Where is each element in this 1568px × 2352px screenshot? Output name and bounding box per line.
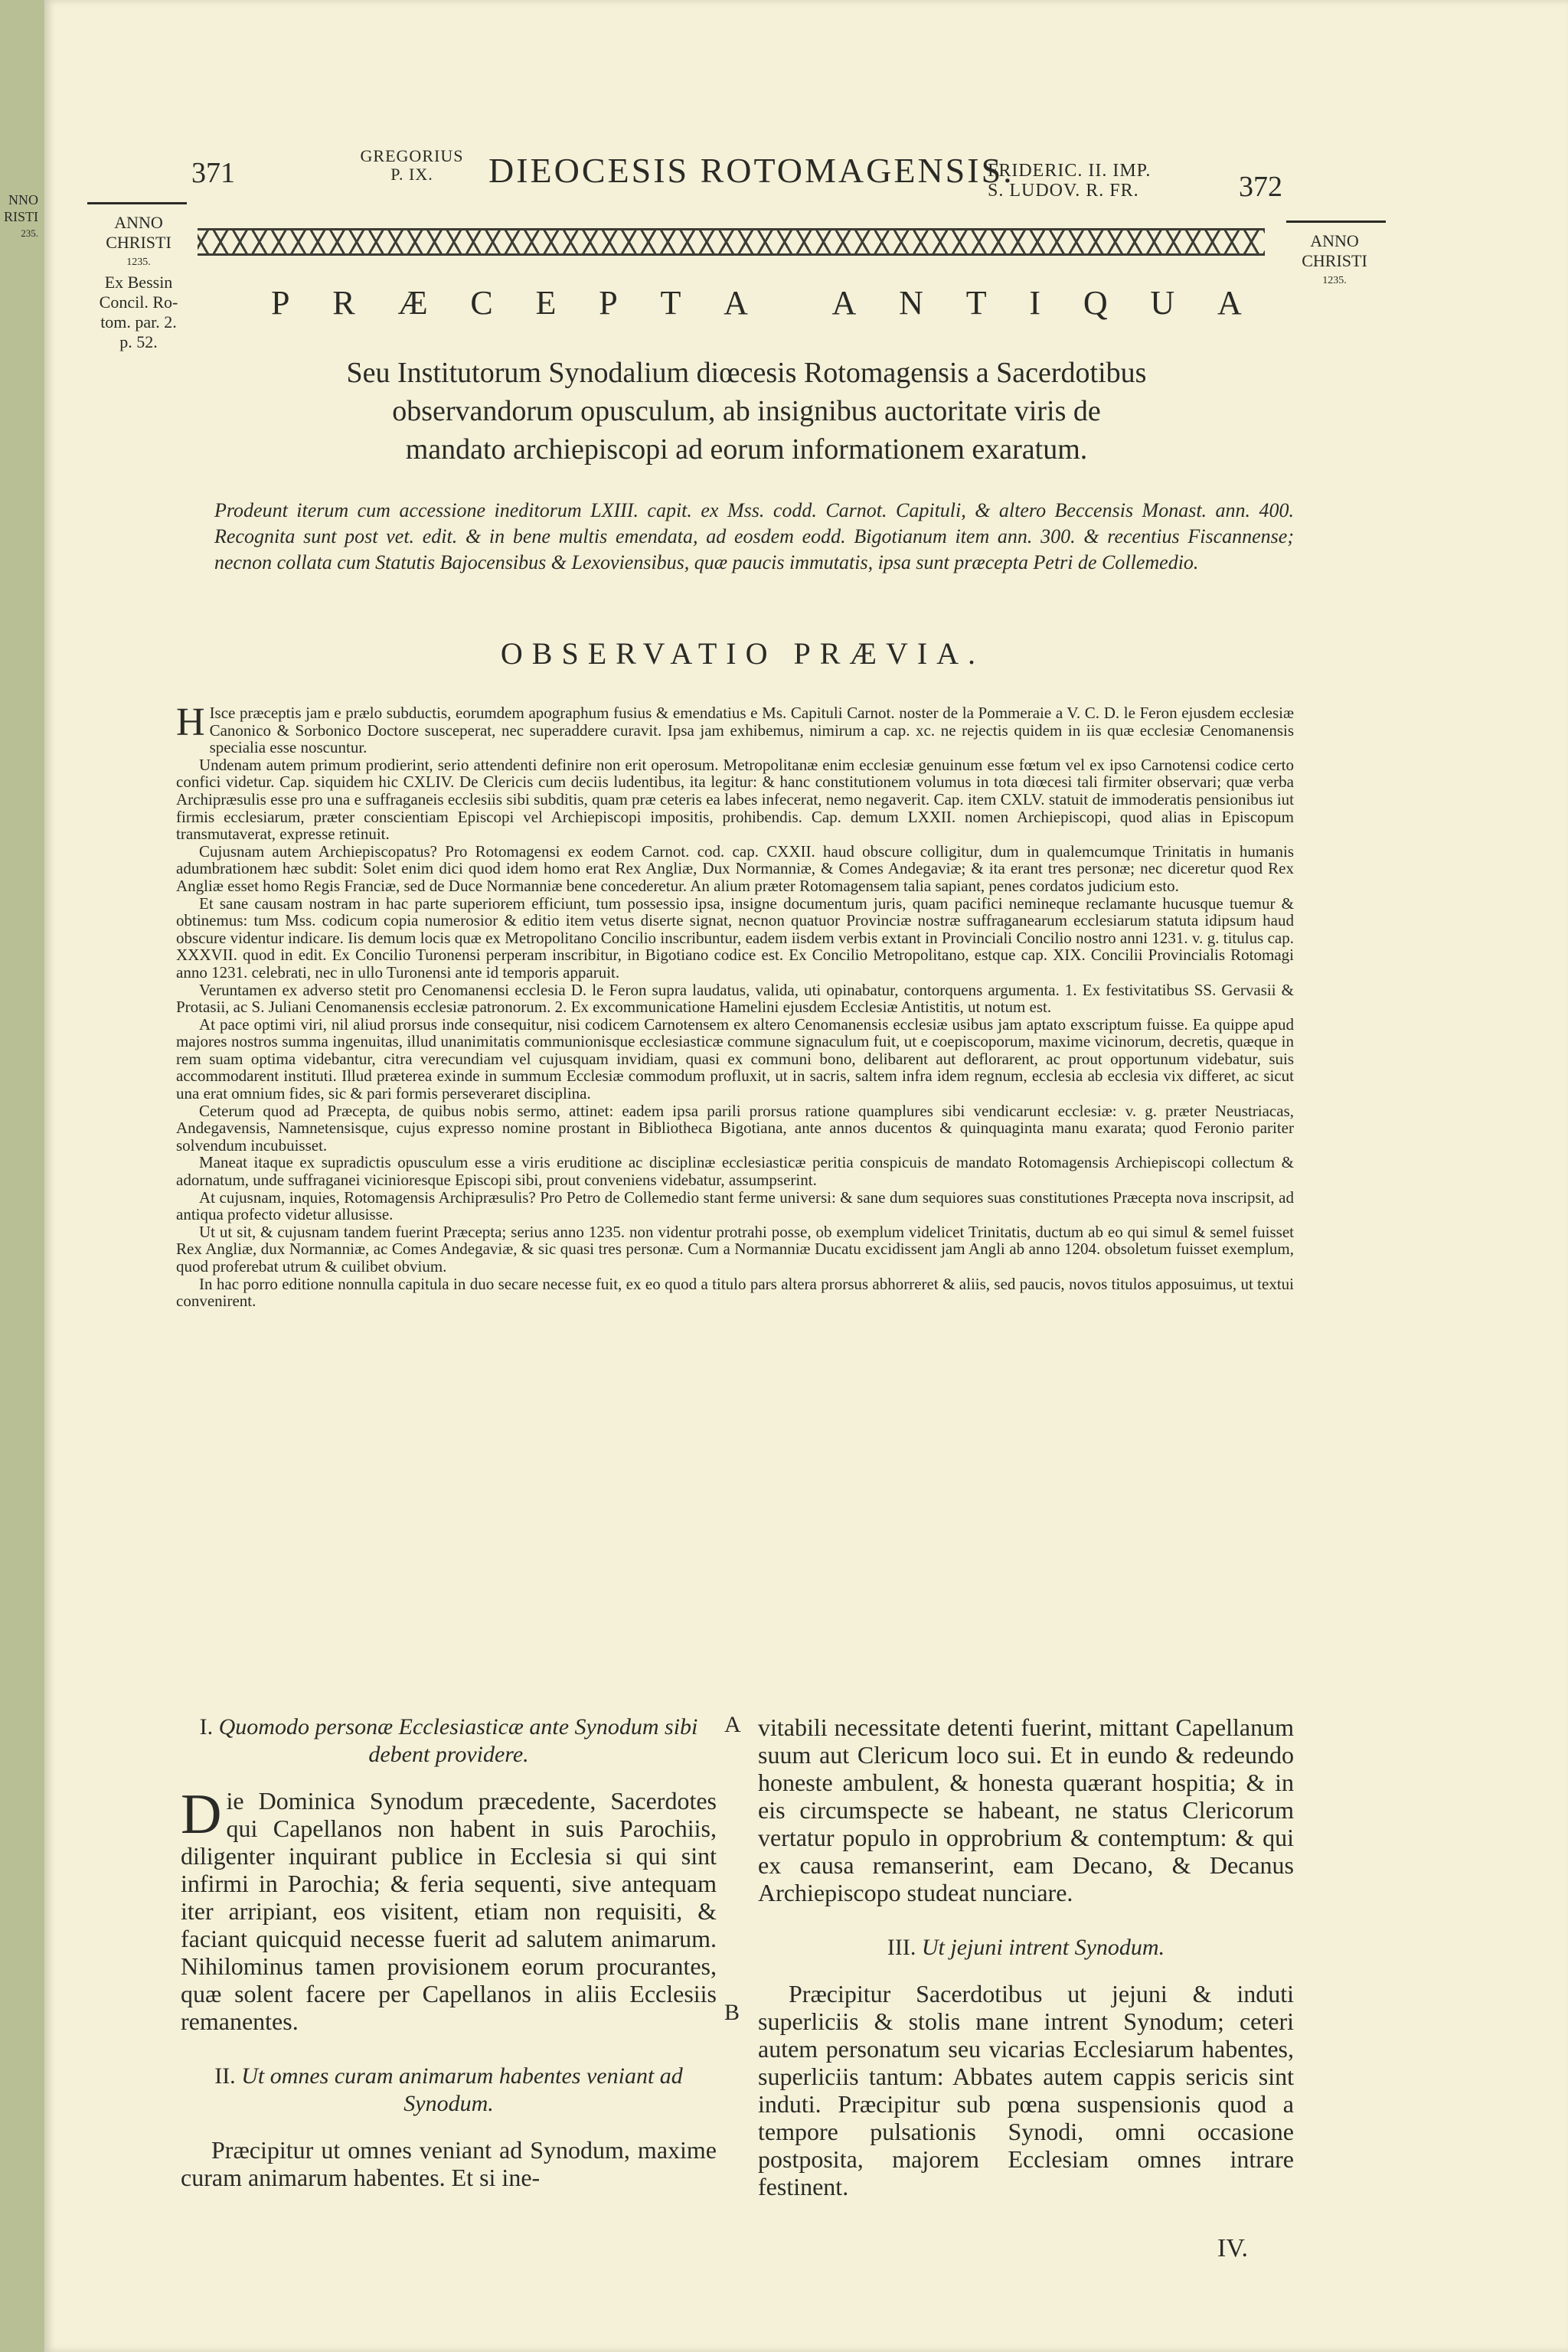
title-letter: U — [1150, 284, 1177, 322]
continued-text: vitabili necessitate detenti fuerint, mittant Capellanum suum aut Clericum loco sui. Et in eundo & redeundo honeste ambulent, & honesta quærant hospitia; & in eis circumspecte se habeant, ne status Clericorum vertatur populo in opprobrium & contemptum: & qui ex causa remanserint, eam Decano, & Decanus Archiepiscopo studeat nunciare. — [758, 1713, 1294, 1906]
edition-note: Prodeunt iterum cum accessione ineditorum LXIII. capit. ex Mss. codd. Carnot. Capituli, & altero Beccensis Monast. ann. 400. Recognita sunt post vet. edit. & in bene multis emendata, ad eosdem eodd. Bigotianum item ann. 300. & recentius Fiscannense; necnon collata cum Statutis Bajocensibus & Lexoviensibus, quæ paucis immutatis, ipsa sunt præcepta Petri de Collemedio. — [214, 499, 1294, 573]
christi-label: CHRISTI — [106, 233, 172, 252]
paragraph: Ceterum quod ad Præcepta, de quibus nobis sermo, attinet: eadem ipsa parili prorsus ratione quamplures sibi vendicarunt ecclesiæ: v. g. præter Neustriacas, Andegavensis, Namnetensisque, cujus expresso nomine prostant in Bibliotheca Bigotiana, ante annos ducentos & quinquaginta manu exarata; quod Feronio pariter solvendum incubuisset. — [176, 1101, 1294, 1155]
margin-note-right — [1277, 231, 1392, 291]
title-letter: R — [332, 284, 357, 322]
margin-rule-right — [1286, 220, 1386, 223]
paragraph-text: Isce præceptis jam e prælo subductis, eorumdem apographum fusius & emendatius e Ms. Capituli Carnot. noster de la Pommeraie a V. C. D. le Feron ejusdem ecclesiæ Canonico & Sorbonico Doctore susceperat, nec superaddere curavit. Ipsa jam exhibemus, nimirum a cap. xc. ne rejectis quidem in iis quæ ecclesiæ Cenomanensis specialia esse noscuntur. — [209, 704, 1294, 757]
page-number-right: 372 — [1239, 171, 1282, 203]
title-letter: P — [271, 284, 292, 322]
section-number: III. — [887, 1935, 916, 1960]
running-title: DIEOCESIS ROTOMAGENSIS. — [488, 151, 1014, 190]
section-number: I. — [199, 1714, 214, 1740]
ornamental-border — [198, 228, 1265, 256]
paragraph: Et sane causam nostram in hac parte superiorem efficiunt, tum possessio ipsa, insigne documentum juris, quam pacifici nemineque reclamante hucusque tuemur & obtinemus: tum Mss. codicum copia numerosior & editio item vetus diserte signat, necnon quatuor Provinciæ nostræ suffraganearum ecclesiarum statuta idipsum haud obscure videntur indicare. Iis demum locis quæ ex Metropolitano Concilio inscribuntur, eadem iisdem verbis extant in Provinciali Concilio nostro anni 1231. v. g. titulus cap. XXXVII. quod in edit. Ex Concilio Turonensi perperam inscribitur, in Bigotiano codice est. Ex Concilio Metropolitano, estque cap. XIX. Concilii Provincialis Rotomagi anno 1231. celebrati, nec in ullo Turonensi ante id temporis apparuit. — [176, 893, 1294, 982]
document-subtitle — [222, 354, 1271, 469]
subtitle-line: observandorum opusculum, ab insignibus auctoritate viris de — [392, 395, 1101, 427]
title-letter: A — [1217, 284, 1243, 322]
document-title — [271, 283, 1243, 322]
year-label: 1235. — [126, 256, 151, 268]
section-title: Ut omnes curam animarum habentes veniant ad Synodum. — [241, 2063, 683, 2116]
column-marker-a: A — [724, 1712, 741, 1737]
section-title: Quomodo personæ Ecclesiasticæ ante Synodum sibi debent providere. — [218, 1714, 698, 1767]
source-line: Concil. Ro- — [99, 292, 178, 312]
paragraph: In hac porro editione nonnulla capitula in duo secare necesse fuit, ex eo quod a titulo pars altera prorsus abhorreret & aliis, sed paucis, novos titulos apposuimus, ut textui convenirent. — [176, 1274, 1294, 1311]
paragraph-text: ie Dominica Synodum præcedente, Sacerdotes qui Capellanos non habent in suis Parochiis, diligenter inquirant publice in Ecclesia si qui sint infirmi in Parochia; & feria sequenti, sive antequam iter arripiant, eos visitent, etiam non requisiti, & faciant quicquid necesse fuerit ad salutem animarum. Nihilominus tamen provisionem eorum procurantes, quæ solent facere per Capellanos in aliis Ecclesiis remanentes. — [181, 1787, 717, 2035]
drop-cap: D — [181, 1783, 222, 1846]
title-letter: A — [831, 284, 858, 322]
christi-label: CHRISTI — [1302, 251, 1367, 270]
section-1-text — [181, 1783, 717, 2035]
book-spine — [0, 0, 44, 2352]
spine-margin-text — [0, 191, 38, 242]
anno-label: ANNO — [114, 213, 163, 232]
section-2-text: Præcipitur ut omnes veniant ad Synodum, maxime curam animarum habentes. Et si ine- — [181, 2136, 717, 2191]
title-letter: A — [724, 284, 750, 322]
source-line: tom. par. 2. — [100, 312, 177, 332]
pope-line: GREGORIUS — [360, 146, 464, 165]
section-3-text: Præcipitur Sacerdotibus ut jejuni & induti superliciis & stolis mane intrent Synodum; ceteri autem personatum seu vicarias Ecclesiarum habentes, superliciis tantum: Abbates autem cappis sericis sint induti. Præcipitur sub pœna suspensionis quod a tempore pulsationis Synodi, omni occasione postposita, majorem Ecclesiam omnes intrare festinent. — [758, 1980, 1294, 2200]
spine-line: NNO — [8, 192, 38, 207]
subtitle-line: mandato archiepiscopi ad eorum informationem exaratum. — [405, 433, 1088, 466]
section-1-heading — [181, 1713, 717, 1769]
drop-cap: H — [176, 701, 205, 744]
pope-line: P. IX. — [390, 165, 433, 184]
paragraph — [176, 701, 1294, 757]
paragraph: Maneat itaque ex supradictis opusculum esse a viris eruditione ac disciplinæ ecclesiasticæ peritia conspicuis de mandato Rotomagensis Archiepiscopi collectum & adornatum, unde suffraganei vicinioresque Episcopi sibi, prout conveniens videbatur, assumpserint. — [176, 1153, 1294, 1190]
title-letter: N — [899, 284, 925, 322]
paragraph: Veruntamen ex adverso stetit pro Cenomanensi ecclesia D. le Feron supra laudatus, valida, uti opinabatur, contorquens argumenta. 1. Ex festivitatibus SS. Gervasii & Protasii, ac S. Juliani Cenomanensis ecclesiæ patronorum. 2. Ex excommunicatione Hamelini ejusdem Ecclesiæ Antistitis, ut notum est. — [176, 980, 1294, 1017]
section-title: Ut jejuni intrent Synodum. — [921, 1935, 1165, 1960]
margin-rule-left — [87, 202, 187, 204]
section-heading-observatio: OBSERVATIO PRÆVIA. — [500, 636, 985, 671]
section-number: II. — [214, 2063, 236, 2089]
paragraph: Ut ut sit, & cujusnam tandem fuerint Præcepta; serius anno 1235. non videntur protrahi posse, ob exemplum videlicet Trinitatis, ductum ab eo qui simul & semel fuisset Rex Angliæ, dux Normanniæ, ac Comes Andegaviæ, & sic quasi tres personæ. Cum a Normanniæ Ducatu excidissent jam Angli ab anno 1204. obsoletum fuisset exemplum, quod proferebat utrum & cuilibet obvium. — [176, 1222, 1294, 1276]
title-letter: Æ — [397, 284, 430, 322]
section-3-heading — [758, 1934, 1294, 1962]
paragraph: At pace optimi viri, nil aliud prorsus inde consequitur, nisi codicem Carnotensem ex altero Cenomanensis ecclesiæ usibus jam aptato exscriptum fuisse. Ea quippe apud majores nostros summa ingenuitas, illud unanimitatis communionisque ecclesiasticæ commune signaculum fuit, ut e coepiscoporum, maxime vicinorum, decretis, quæque in rem suam optima videbantur, citra verecundiam vel cujusquam invidiam, quasi ex communi bono, delibarent aut deflorarent, ac prout opportunum videbatur, suis accommodarent instituti. Illud præterea exinde in summum Ecclesiæ commodum profluxit, ut in sacris, saltem infra idem regnum, ecclesia ab ecclesia vix differet, ac sicut una erat omnium fides, sic & pari formis perseveraret disciplina. — [176, 1014, 1294, 1103]
paragraph: At cujusnam, inquies, Rotomagensis Archipræsulis? Pro Petro de Collemedio stant ferme universi: & sane dum sequiores suas constitutiones Præcepta nova inscripsit, ad antiqua profecto videtur allusisse. — [176, 1187, 1294, 1224]
right-column — [758, 1713, 1294, 2228]
catchword: IV. — [1217, 2234, 1248, 2262]
title-letter: I — [1029, 284, 1043, 322]
title-letter: P — [599, 284, 619, 322]
paragraph: Undenam autem primum prodierint, serio attendenti definire non erit operosum. Metropolitanæ enim ecclesiæ genuinum esse fœtum vel ex ipso Carnotensi codice certo confici videtur. Cap. siquidem hic CXLIV. De Clericis cum deciis ludentibus, ita legitur: & hanc constitutionem volumus in tota diœcesi tali firmiter observari; quæ verba Archipræsulis esse pro una e suffraganeis ecclesiis sibi subditis, quam præ ceteris ea labes infecerat, nemo negaverit. Cap. item CXLV. statuit de immoderatis pensionibus iut firmis ecclesiarum, præter conscientiam Episcopi vel Archiepiscopi impositis, prohibendis. Cap. demum LXXII. nomen Archiepiscopi, quod alias in Episcopum transmutaverat, expresse retinuit. — [176, 755, 1294, 844]
title-letter: Q — [1083, 284, 1109, 322]
margin-note-left — [81, 213, 196, 352]
title-letter: C — [470, 284, 495, 322]
emperor-line: S. LUDOV. R. FR. — [988, 181, 1139, 201]
emperor-label — [988, 161, 1151, 201]
page-number-left: 371 — [191, 157, 235, 189]
source-line: p. 52. — [119, 332, 158, 351]
year-label: 1235. — [1322, 275, 1347, 286]
pope-label — [335, 147, 488, 184]
column-marker-b: B — [724, 2000, 740, 2025]
title-letter: T — [660, 284, 683, 322]
subtitle-line: Seu Institutorum Synodalium diœcesis Rotomagensis a Sacerdotibus — [346, 357, 1147, 389]
emperor-line: FRIDERIC. II. IMP. — [988, 161, 1152, 181]
book-page — [44, 0, 1568, 2352]
title-letter: T — [965, 284, 988, 322]
source-line: Ex Bessin — [104, 273, 173, 292]
observatio-body — [176, 701, 1294, 1311]
left-column — [181, 1713, 717, 2219]
spine-line: 235. — [21, 227, 38, 239]
anno-label: ANNO — [1310, 231, 1359, 250]
paragraph: Cujusnam autem Archiepiscopatus? Pro Rotomagensi ex eodem Carnot. cod. cap. CXXII. haud obscure colligitur, dum in qualemcumque Trinitatis in humanis adumbrationem hæc subdit: Solet enim dici quod idem homo erat Rex Angliæ, Dux Normanniæ, & Comes Andegaviæ; & ita erant tres personæ; nec diceretur quod Rex Angliæ esset homo Regis Franciæ, sed de Duce Normanniæ bene concederetur. An alium præter Rotomagensem talia sapiant, penes cordatos judicium esto. — [176, 841, 1294, 895]
title-letter: E — [535, 284, 558, 322]
spine-line: RISTI — [4, 209, 38, 224]
section-2-heading — [181, 2063, 717, 2118]
